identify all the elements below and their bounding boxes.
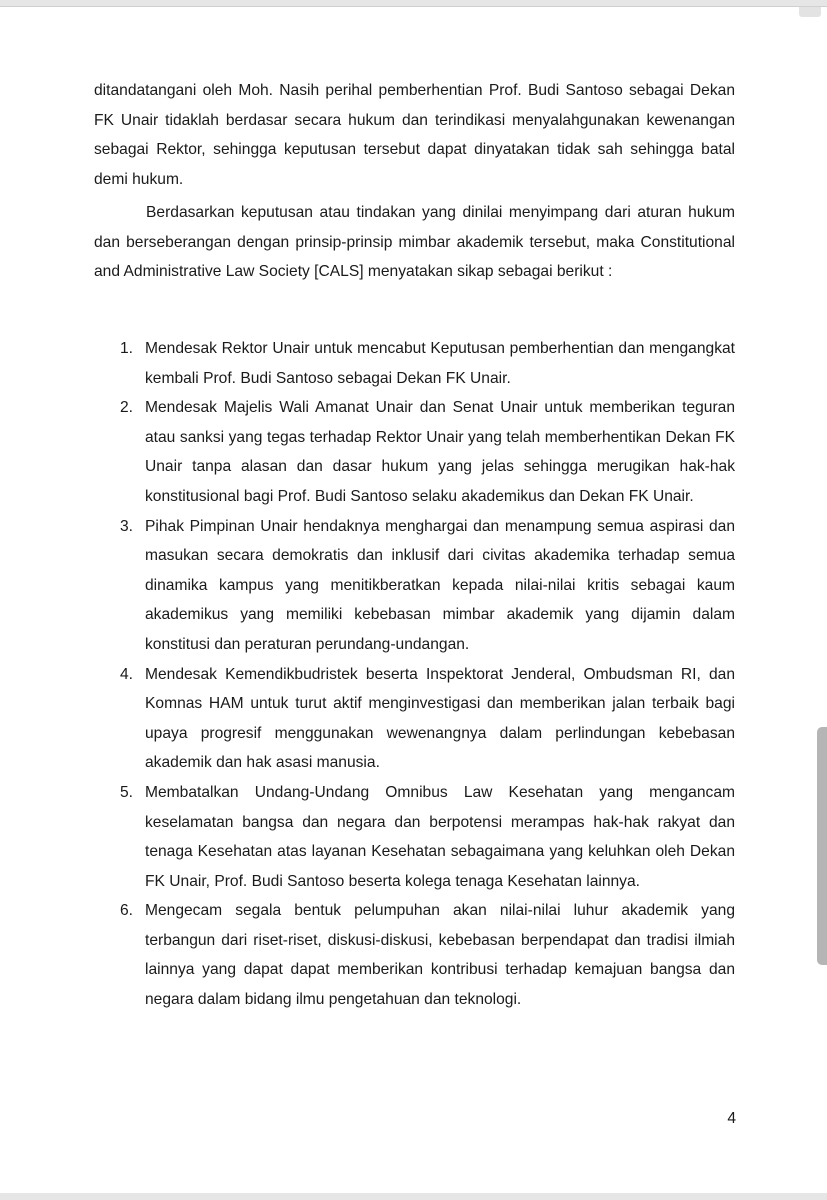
list-item [94,334,735,393]
list-item-text: Mendesak Kemendikbudristek beserta Inspektorat Jenderal, Ombudsman RI, dan Komnas HAM untuk turut aktif menginvestigasi dan memberikan jalan terbaik bagi upaya progresif menggunakan wewenangnya dalam perlindungan kebebasan akademik dan hak asasi manusia. [145,665,735,772]
list-item [94,512,735,660]
list-item-number: 4. [120,665,134,683]
list-item-text: Pihak Pimpinan Unair hendaknya menghargai dan menampung semua aspirasi dan masukan secara demokratis dan inklusif dari civitas akademika terhadap semua dinamika kampus yang menitikberatkan kepada nilai-nilai kritis sebagai kaum akademikus yang memiliki kebebasan mimbar akademik yang dijamin dalam konstitusi dan peraturan perundang-undangan. [145,517,735,653]
list-item-number: 2. [120,399,134,417]
list-item [94,896,735,1014]
paragraph-statement-intro [94,198,735,287]
page-corner-tab [799,7,821,17]
demands-list [94,334,735,1015]
paragraph-text: Berdasarkan keputusan atau tindakan yang dinilai menyimpang dari aturan hukum dan berseberangan dengan prinsip-prinsip mimbar akademik tersebut, maka Constitutional and Administrative Law Society [CALS] menyatakan sikap sebagai berikut : [94,204,735,281]
page-number: 4 [727,1110,736,1127]
list-item-number: 1. [120,340,134,357]
list-item [94,660,735,778]
list-item-number: 5. [120,783,134,801]
list-item-text: Mengecam segala bentuk pelumpuhan akan nilai-nilai luhur akademik yang terbangun dari riset-riset, diskusi-diskusi, kebebasan berpendapat dan tradisi ilmiah lainnya yang dapat dapat memberikan kontribusi terhadap kemajuan bangsa dan negara dalam bidang ilmu pengetahuan dan teknologi. [145,902,735,1009]
list-item [94,778,735,896]
list-item-text: Mendesak Rektor Unair untuk mencabut Keputusan pemberhentian dan mengangkat kembali Prof. Budi Santoso sebagai Dekan FK Unair. [145,340,735,387]
paragraph-continuation [94,76,735,194]
list-item-text: Membatalkan Undang-Undang Omnibus Law Kesehatan yang mengancam keselamatan bangsa dan negara dan berpotensi merampas hak-hak rakyat dan tenaga Kesehatan atas layanan Kesehatan sebagaimana yang keluhkan oleh Dekan FK Unair, Prof. Budi Santoso beserta kolega tenaga Kesehatan lainnya. [145,783,735,890]
list-item-number: 3. [120,517,134,535]
scrollbar-thumb[interactable] [817,727,827,965]
list-item-text: Mendesak Majelis Wali Amanat Unair dan Senat Unair untuk memberikan teguran atau sanksi yang tegas terhadap Rektor Unair yang telah memberhentikan Dekan FK Unair tanpa alasan dan dasar hukum yang jelas sehingga merugikan hak-hak konstitusional bagi Prof. Budi Santoso selaku akademikus dan Dekan FK Unair. [145,399,735,505]
list-item [94,393,735,511]
list-item-number: 6. [120,902,134,920]
document-page [0,6,827,1193]
paragraph-text: ditandatangani oleh Moh. Nasih perihal pemberhentian Prof. Budi Santoso sebagai Dekan FK Unair tidaklah berdasar secara hukum dan terindikasi menyalahgunakan kewenangan sebagai Rektor, sehingga keputusan tersebut dapat dinyatakan tidak sah sehingga batal demi hukum. [94,82,735,188]
